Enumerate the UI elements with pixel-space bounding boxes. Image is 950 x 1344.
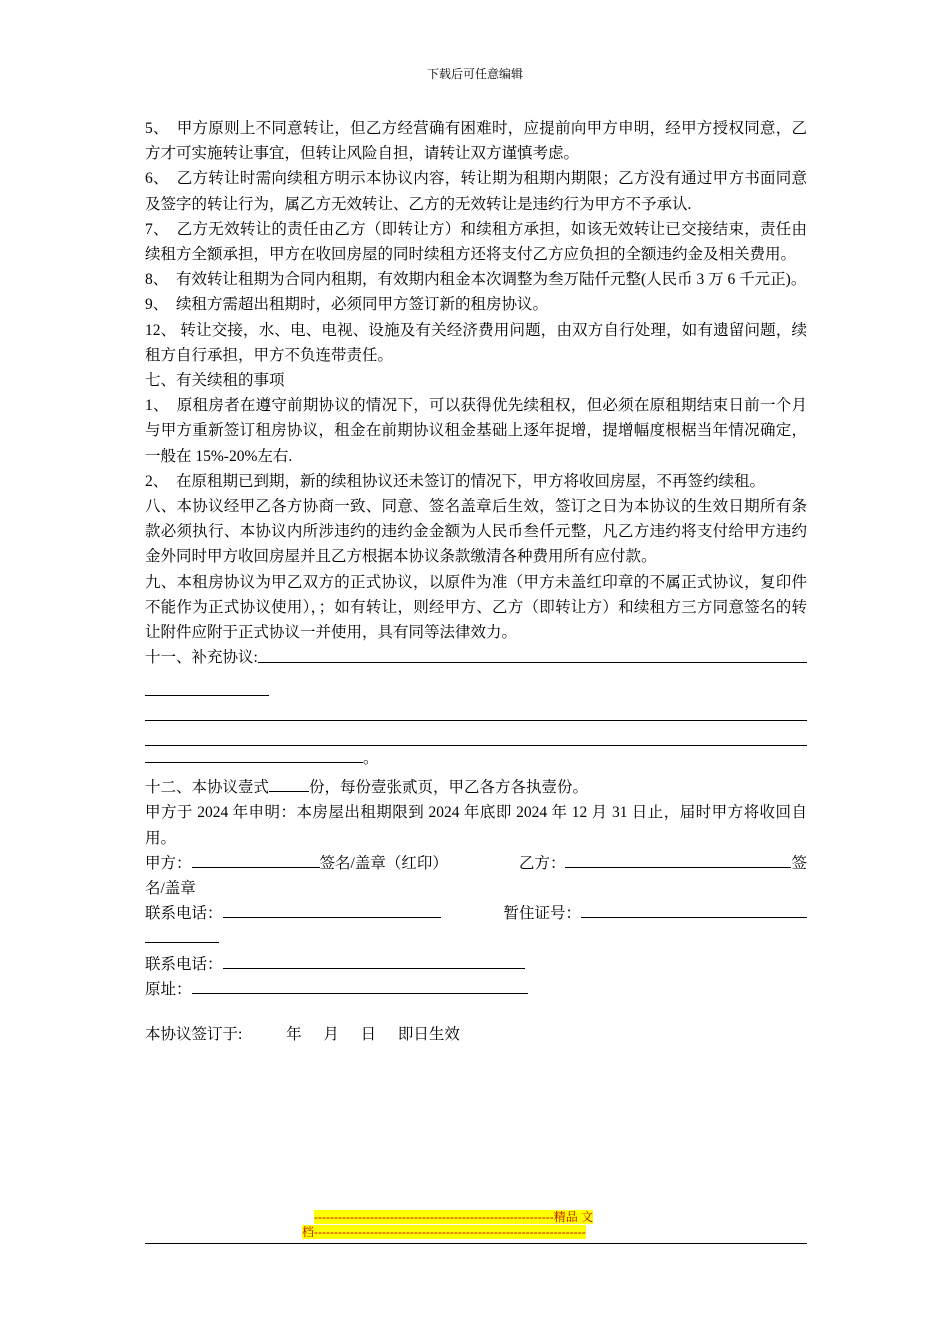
clause-12: 12、 转让交接，水、电、电视、设施及有关经济费用问题，由双方自行处理，如有遗留问题，续租方自行承担，甲方不负连带责任。 (145, 321, 807, 364)
signing-day: 日 (360, 1025, 377, 1043)
copies-after: 份，每份壹张贰页，甲乙各方各执壹份。 (309, 779, 589, 797)
signing-month: 月 (323, 1025, 339, 1043)
supplement-end-mark: 。 (363, 750, 379, 768)
footer-watermark (302, 1210, 648, 1240)
address-label: 原址： (145, 980, 192, 998)
supplement-label: 十一、补充协议: (145, 649, 258, 667)
supplement-blank-4 (145, 721, 807, 746)
notice: 甲方于 2024 年申明：本房屋出租期限到 2024 年底即 2024 年 12 月 31 日止，届时甲方将收回自用。 (145, 804, 807, 847)
party-a-sign: 签名/盖章（红印） (319, 854, 448, 872)
signing-date (145, 1022, 807, 1047)
supplement-blank-1 (258, 646, 807, 663)
section-9: 九、本租房协议为甲乙双方的正式协议，以原件为准（甲方未盖红印章的不属正式协议，复印件不能作为正式协议使用），；如有转让，则经甲方、乙方（即转让方）和续租方三方同意签名的转让附件应附于正式协议一并使用，具有同等法律效力。 (145, 573, 807, 642)
phone-label-1: 联系电话： (145, 905, 223, 923)
section-7-heading: 七、有关续租的事项 (145, 372, 285, 390)
document-body (145, 116, 807, 1047)
residence-blank (581, 901, 807, 918)
phone-label-2: 联系电话： (145, 955, 223, 973)
residence-label: 暂住证号： (503, 905, 581, 923)
party-b-sign-1: 签 (791, 854, 807, 872)
section-8: 八、本协议经甲乙各方协商一致、同意、签名盖章后生效，签订之日为本协议的生效日期所有条款必须执行、本协议内所涉违约的违约金金额为人民币叁仟元整，凡乙方违约将支付给甲方违约金外同时甲方收回房屋并且乙方根据本协议条款缴清各种费用所有应付款。 (145, 498, 807, 566)
signing-year: 年 (286, 1025, 302, 1043)
party-b-blank (565, 851, 791, 868)
supplement-blank-5 (145, 746, 363, 763)
clause-6: 6、 乙方转让时需向续租方明示本协议内容，转让期为租期内期限；乙方没有通过甲方书面同意及签字的转让行为，属乙方无效转让、乙方的无效转让是违约行为甲方不予承认. (145, 170, 807, 213)
footer-line-2: 档-------------------------------------------------------------------- (302, 1225, 586, 1239)
clause-9: 9、 续租方需超出租期时，必须同甲方签订新的租房协议。 (145, 296, 549, 314)
supplement-blank-2 (145, 670, 269, 695)
phone-blank-1 (223, 901, 441, 918)
party-a-label: 甲方： (145, 854, 192, 872)
party-b-sign-2: 名/盖章 (145, 880, 196, 897)
clause-8: 8、 有效转让租期为合同内租期，有效期内租金本次调整为叁万陆仟元整(人民币 3 万 6 千元正)。 (145, 271, 807, 289)
renewal-clause-1: 1、 原租房者在遵守前期协议的情况下，可以获得优先续租权，但必须在原租期结束日前一个月与甲方重新签订租房协议，租金在前期协议租金基础上逐年捉增，提增幅度根椐当年情况确定，一般在 15%-20%左右. (145, 397, 807, 465)
clause-5: 5、 甲方原则上不同意转让，但乙方经营确有困难时，应提前向甲方申明，经甲方授权同意，乙方才可实施转让事宜，但转让风险自担，请转让双方谨慎考虑。 (145, 120, 807, 163)
copies-blank (269, 775, 309, 792)
copies-before: 十二、本协议壹式 (145, 779, 270, 797)
party-a-blank (192, 851, 320, 868)
footer-line-1: ------------------------------------------------------------精品 文 (314, 1210, 594, 1224)
phone-blank-2 (223, 952, 525, 969)
supplement-section (145, 645, 807, 771)
party-b-label: 乙方： (518, 854, 566, 872)
copies-line (145, 775, 807, 800)
supplement-blank-3 (145, 696, 807, 721)
page-header: 下载后可任意编辑 (426, 67, 523, 81)
renewal-clause-2: 2、 在原租期已到期，新的续租协议还未签订的情况下，甲方将收回房屋，不再签约续租。 (145, 472, 766, 490)
address-blank (192, 977, 528, 994)
signature-block (145, 851, 807, 1002)
residence-blank-continued (145, 926, 219, 943)
clause-7: 7、 乙方无效转让的责任由乙方（即转让方）和续租方承担，如该无效转让已交接结束，责任由续租方全额承担，甲方在收回房屋的同时续租方还将支付乙方应负担的全额违约金及相关费用。 (145, 220, 807, 264)
footer-rule (145, 1243, 807, 1244)
signing-label: 本协议签订于: (145, 1025, 243, 1043)
signing-effective: 即日生效 (397, 1025, 460, 1043)
